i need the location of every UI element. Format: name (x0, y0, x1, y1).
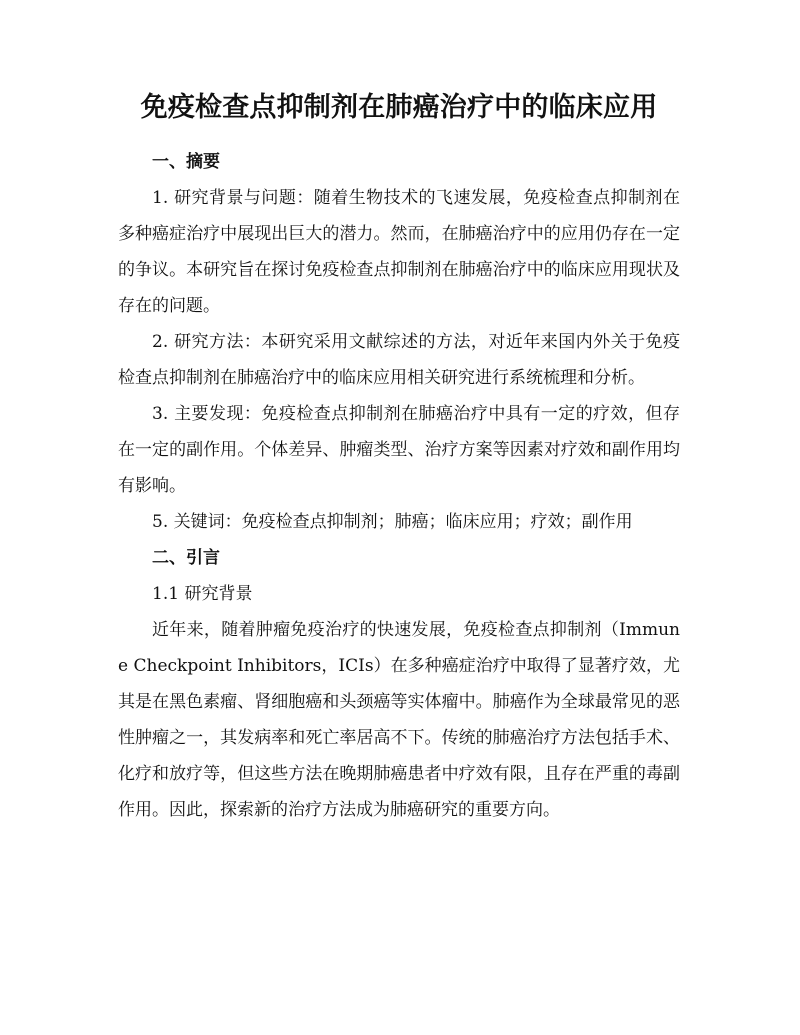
document-title: 免疫检查点抑制剂在肺癌治疗中的临床应用 (140, 92, 658, 123)
abstract-heading: 一、摘要 (152, 152, 220, 172)
research-background-heading: 1.1 研究背景 (152, 584, 253, 604)
abstract-item-methods: 2. 研究方法：本研究采用文献综述的方法，对近年来国内外关于免疫检查点抑制剂在肺癌治疗中的临床应用相关研究进行系统梳理和分析。 (118, 332, 680, 388)
abstract-item-findings: 3. 主要发现：免疫检查点抑制剂在肺癌治疗中具有一定的疗效，但存在一定的副作用。个体差异、肿瘤类型、治疗方案等因素对疗效和副作用均有影响。 (118, 404, 680, 496)
abstract-item-background: 1. 研究背景与问题：随着生物技术的飞速发展，免疫检查点抑制剂在多种癌症治疗中展现出巨大的潜力。然而，在肺癌治疗中的应用仍存在一定的争议。本研究旨在探讨免疫检查点抑制剂在肺癌治疗中的临床应用现状及存在的问题。 (118, 188, 680, 316)
abstract-section (118, 144, 680, 540)
abstract-item-keywords: 5. 关键词：免疫检查点抑制剂；肺癌；临床应用；疗效；副作用 (152, 512, 633, 532)
research-background-paragraph: 近年来，随着肿瘤免疫治疗的快速发展，免疫检查点抑制剂（Immune Checkpoint Inhibitors，ICIs）在多种癌症治疗中取得了显著疗效，尤其是在黑色素瘤、肾细胞癌和头颈癌等实体瘤中。肺癌作为全球最常见的恶性肿瘤之一，其发病率和死亡率居高不下。传统的肺癌治疗方法包括手术、化疗和放疗等，但这些方法在晚期肺癌患者中疗效有限，且存在严重的毒副作用。因此，探索新的治疗方法成为肺癌研究的重要方向。 (118, 620, 680, 820)
introduction-heading: 二、引言 (152, 548, 220, 568)
introduction-section (118, 540, 680, 828)
